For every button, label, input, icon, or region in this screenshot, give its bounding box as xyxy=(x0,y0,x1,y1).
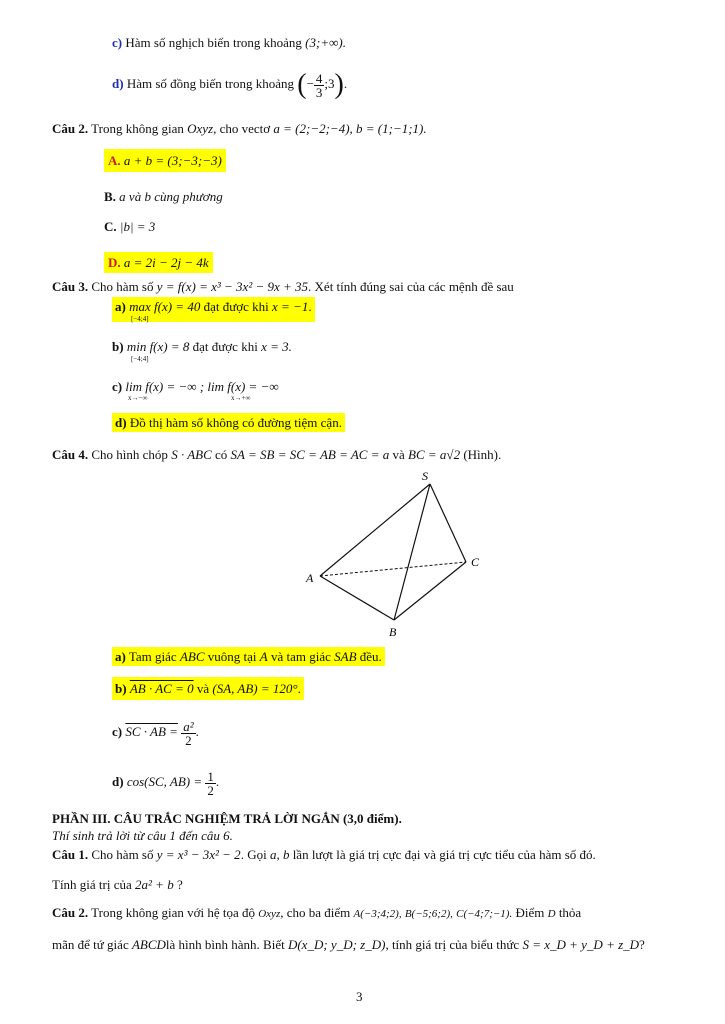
q4-option-d: d) cos(SC, AB) = $\frac{1}{2}$ . xyxy=(112,768,220,798)
q2-a-text: a + b = (3;−3;−3) xyxy=(123,153,222,168)
q3-b-domain: [−4;4] xyxy=(131,355,149,363)
edge-ac-hidden xyxy=(320,562,466,576)
q3-option-c: c) lim f(x) = −∞ ; lim f(x) = −∞ xyxy=(112,379,279,394)
vertex-c: C xyxy=(471,555,480,569)
edge-sa xyxy=(320,484,430,576)
q3-option-a: a) max f(x) = 40 đạt được khi x = −1. xyxy=(112,298,315,316)
part3-title: PHẦN III. CÂU TRẮC NGHIỆM TRẢ LỜI NGẮN (3,0 điểm). xyxy=(52,811,402,826)
q3-option-d: d) Đồ thị hàm số không có đường tiệm cận. xyxy=(112,414,345,432)
q2-option-c: C. |b| = 3 xyxy=(104,219,156,234)
q2-stem: Câu 2. Trong không gian Oxyz, cho vectơ a = (2;−2;−4), b = (1;−1;1). xyxy=(52,121,427,136)
q4-option-c: c) SC · AB = $\frac{\text{a²}}{2}$ . xyxy=(112,718,199,748)
q1-option-c xyxy=(112,34,346,52)
q1-option-d: d) Hàm số đồng biến trong khoảng (− $\frac{4}{3}$ ;3). xyxy=(112,69,348,101)
q1-c-text: Hàm số nghịch biến trong khoảng xyxy=(125,35,302,50)
q1-d-text: Hàm số đồng biến trong khoảng xyxy=(126,76,294,91)
q4-option-a: a) Tam giác ABC vuông tại A và tam giác SAB đều. xyxy=(112,648,385,666)
pyramid-figure xyxy=(300,466,500,642)
q2-c-text: |b| = 3 xyxy=(119,219,156,234)
page-number: 3 xyxy=(356,989,363,1004)
edge-sc xyxy=(430,484,466,562)
q2-head: Câu 2. xyxy=(52,121,89,136)
q1-d-fraction: $\frac{4}{3}$ xyxy=(315,70,323,100)
q1-c-interval: (3;+∞). xyxy=(305,35,346,50)
part3-instructions: Thí sinh trả lời từ câu 1 đến câu 6. xyxy=(52,828,233,843)
q3-stem: Câu 3. Cho hàm số y = f(x) = x³ − 3x² − 9x + 35. Xét tính đúng sai của các mệnh đề sau xyxy=(52,279,514,294)
q2-option-a: A. a + b = (3;−3;−3) xyxy=(104,152,226,170)
part3-q1-line2: Tính giá trị của 2a² + b ? xyxy=(52,877,183,892)
q3-function: y = f(x) = x³ − 3x² − 9x + 35 xyxy=(156,279,309,294)
q1-d-label: d) xyxy=(112,76,124,91)
q2-vectors: a = (2;−2;−4), b = (1;−1;1). xyxy=(273,121,427,136)
q2-option-b: B. a và b cùng phương xyxy=(104,189,223,204)
q2-option-d: D. a = 2i − 2j − 4k xyxy=(104,254,213,272)
q4-option-b: b) AB · AC = 0 và (SA, AB) = 120°. xyxy=(112,680,304,698)
q3-c-sub2: x→+∞ xyxy=(231,394,251,402)
q3-c-sub1: x→−∞ xyxy=(128,394,148,402)
q2-b-text: a và b cùng phương xyxy=(119,189,223,204)
q1-c-label: c) xyxy=(112,35,123,50)
edge-bc xyxy=(394,562,466,620)
q3-a-domain: [−4;4] xyxy=(131,315,149,323)
part3-q2-line1: Câu 2. Trong không gian với hệ tọa độ Oxyz, cho ba điểm A(−3;4;2), B(−5;6;2), C(−4;7;−1). Điểm D thỏa xyxy=(52,905,582,920)
vertex-b: B xyxy=(389,625,397,639)
q4-d-fraction: $\frac{1}{2}$ xyxy=(207,768,214,798)
vertex-s: S xyxy=(422,469,428,483)
q3-option-b: b) min f(x) = 8 đạt được khi x = 3. xyxy=(112,339,292,354)
edge-sb xyxy=(394,484,430,620)
part3-q1-line1: Câu 1. Cho hàm số y = x³ − 3x² − 2. Gọi a, b lần lượt là giá trị cực đại và giá trị cực tiểu của hàm số đó. xyxy=(52,847,596,862)
q2-d-text: a = 2i − 2j − 4k xyxy=(123,255,209,270)
part3-q2-line2: mãn để tứ giác ABCDlà hình bình hành. Biết D(x_D; y_D; z_D), tính giá trị của biểu thức S = x_D + y_D + z_D? xyxy=(52,937,645,952)
edge-ab xyxy=(320,576,394,620)
q4-stem: Câu 4. Cho hình chóp S · ABC có SA = SB = SC = AB = AC = a và BC = a√2 (Hình). xyxy=(52,447,502,462)
vertex-a: A xyxy=(306,571,314,585)
q4-c-fraction: $\frac{\text{a²}}{2}$ xyxy=(183,718,194,748)
